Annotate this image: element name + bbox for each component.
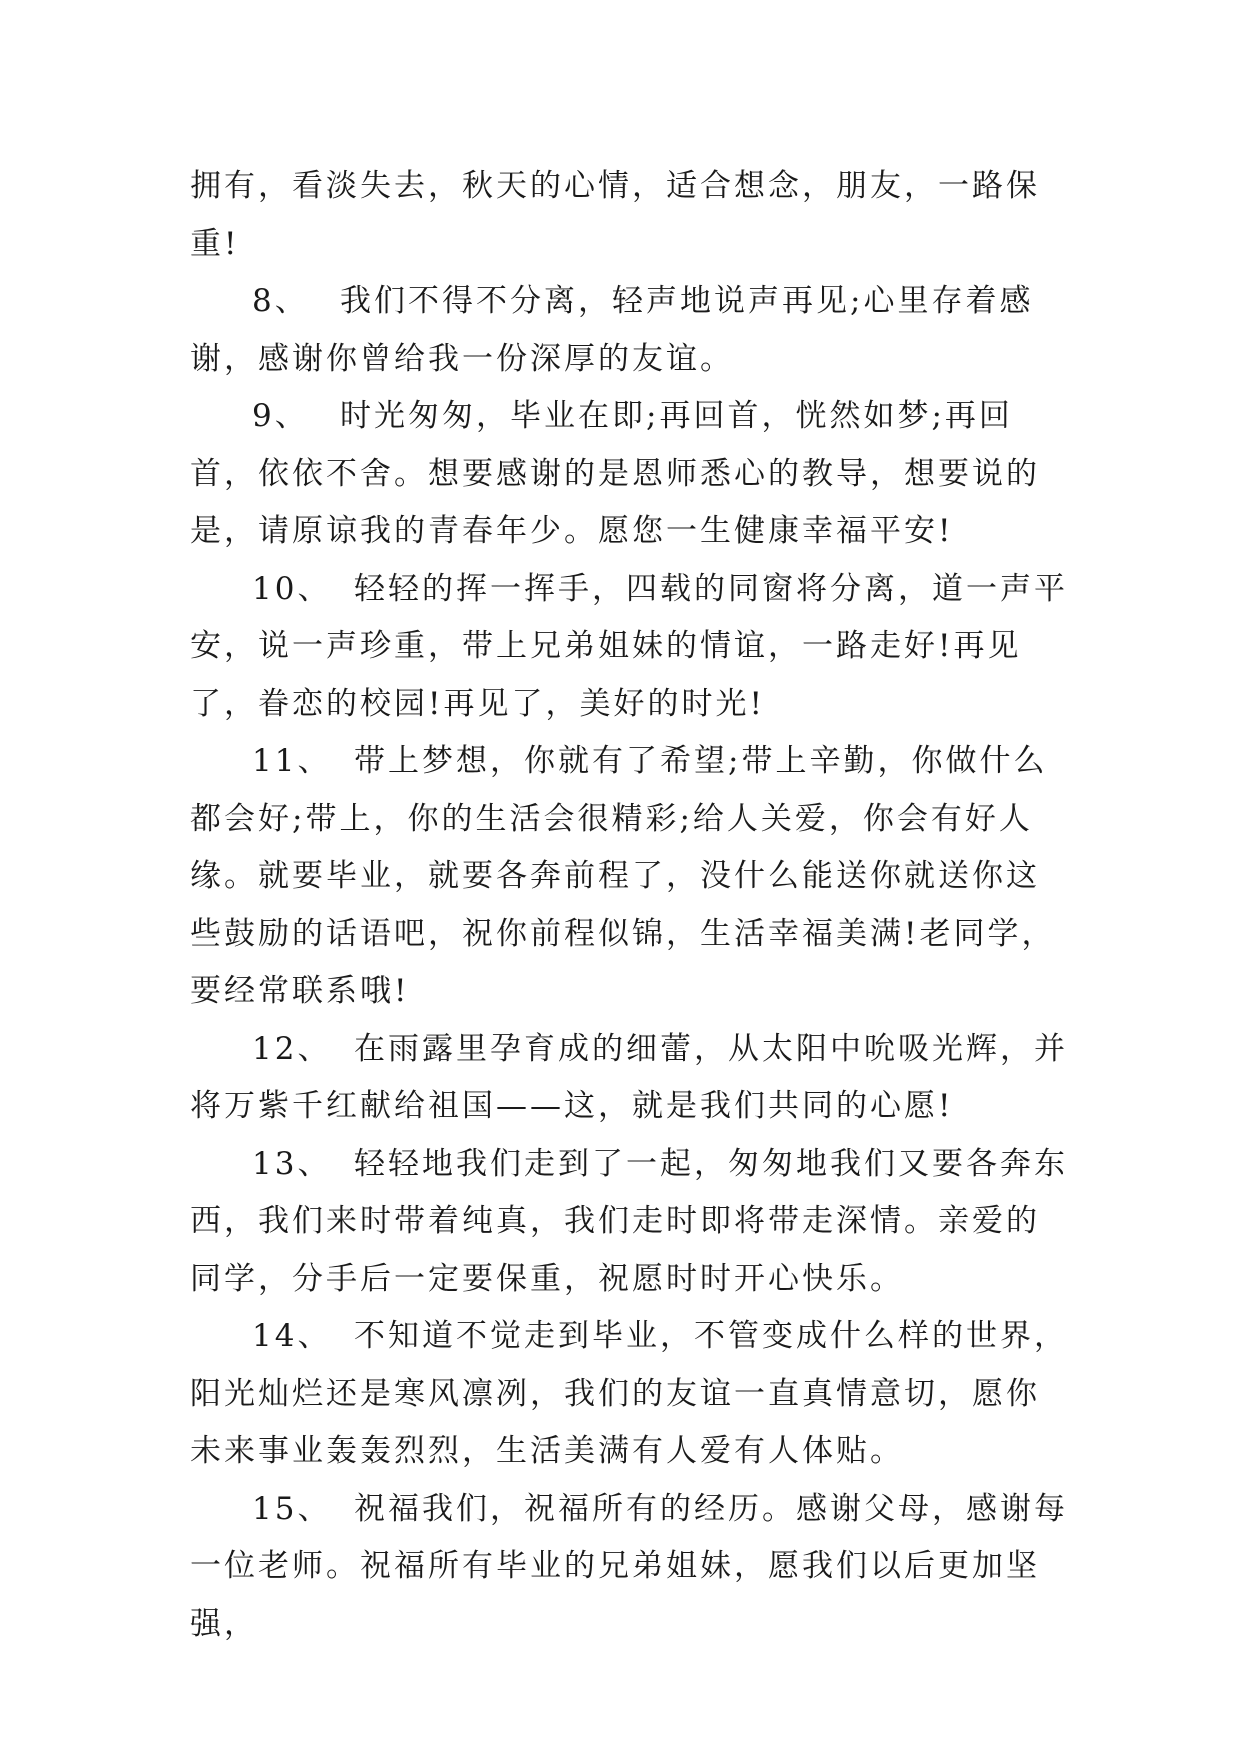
paragraph-continuation: [190, 158, 1070, 273]
paragraph-11: [190, 733, 1070, 1021]
paragraph-text: 在雨露里孕育成的细蕾，从太阳中吮吸光辉，并将万紫千红献给祖国——这，就是我们共同的心愿!: [190, 1030, 1068, 1124]
paragraph-8: [190, 273, 1070, 388]
paragraph-number: 14、: [252, 1318, 332, 1354]
paragraph-9: [190, 388, 1070, 561]
paragraph-number: 9、: [252, 398, 309, 434]
paragraph-text: 轻轻地我们走到了一起，匆匆地我们又要各奔东西，我们来时带着纯真，我们走时即将带走深情。亲爱的同学，分手后一定要保重，祝愿时时开心快乐。: [190, 1145, 1068, 1297]
paragraph-number: 11、: [252, 743, 332, 779]
paragraph-text: 我们不得不分离，轻声地说声再见;心里存着感谢，感谢你曾给我一份深厚的友谊。: [190, 283, 1034, 377]
paragraph-text: 带上梦想，你就有了希望;带上辛勤，你做什么都会好;带上，你的生活会很精彩;给人关爱，你会有好人缘。就要毕业，就要各奔前程了，没什么能送你就送你这些鼓励的话语吧，祝你前程似锦，生活幸福美满!老同学，要经常联系哦!: [190, 743, 1056, 1009]
paragraph-text: 不知道不觉走到毕业，不管变成什么样的世界，阳光灿烂还是寒风凛冽，我们的友谊一直真情意切，愿你未来事业轰轰烈烈，生活美满有人爱有人体贴。: [190, 1318, 1068, 1469]
paragraph-text: 祝福我们，祝福所有的经历。感谢父母，感谢每一位老师。祝福所有毕业的兄弟姐妹，愿我们以后更加坚强，: [190, 1490, 1068, 1642]
document-body: [190, 158, 1070, 1653]
paragraph-text: 时光匆匆，毕业在即;再回首，恍然如梦;再回首，依依不舍。想要感谢的是恩师悉心的教导，想要说的是，请原谅我的青春年少。愿您一生健康幸福平安!: [190, 398, 1040, 549]
paragraph-text: 拥有，看淡失去，秋天的心情，适合想念，朋友，一路保重!: [190, 168, 1040, 262]
paragraph-number: 10、: [252, 570, 332, 607]
paragraph-number: 8、: [252, 283, 309, 319]
paragraph-14: [190, 1308, 1070, 1481]
paragraph-12: [190, 1021, 1070, 1136]
paragraph-number: 12、: [252, 1030, 332, 1067]
paragraph-15: [190, 1481, 1070, 1654]
paragraph-13: [190, 1136, 1070, 1309]
paragraph-10: [190, 561, 1070, 734]
paragraph-number: 15、: [252, 1490, 332, 1527]
paragraph-number: 13、: [252, 1145, 332, 1182]
paragraph-text: 轻轻的挥一挥手，四载的同窗将分离，道一声平安，说一声珍重，带上兄弟姐妹的情谊，一路走好!再见了，眷恋的校园!再见了，美好的时光!: [190, 570, 1068, 722]
